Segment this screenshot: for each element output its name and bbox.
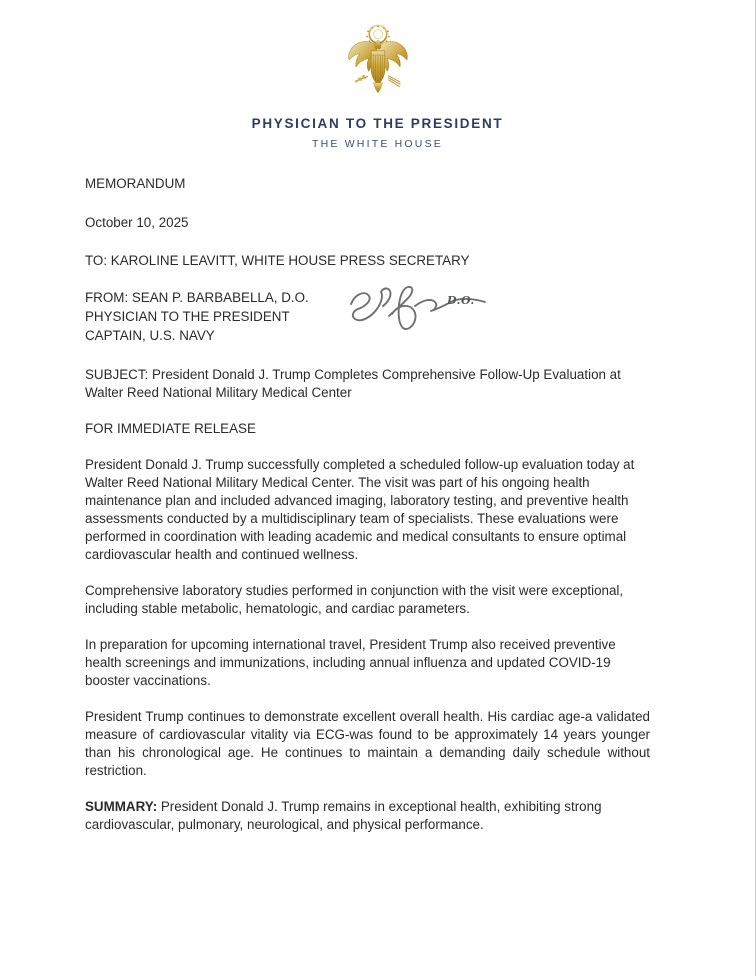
great-seal-eagle-icon — [340, 22, 416, 98]
memo-release-notice: FOR IMMEDIATE RELEASE — [85, 421, 256, 437]
memo-from-line: FROM: SEAN P. BARBABELLA, D.O. — [85, 290, 309, 306]
letterhead — [0, 0, 755, 151]
memo-to-line: TO: KAROLINE LEAVITT, WHITE HOUSE PRESS SECRETARY — [85, 253, 470, 269]
letterhead-title: PHYSICIAN TO THE PRESIDENT — [251, 116, 504, 131]
body-paragraph-3: In preparation for upcoming international travel, President Trump also received preventive health screenings and immunizations, including annual influenza and updated COVID-19 booster vaccinations. — [85, 637, 616, 689]
summary-paragraph — [85, 798, 650, 834]
memo-from-block — [85, 288, 650, 345]
summary-label: SUMMARY: — [85, 799, 158, 815]
body-paragraph-4: President Trump continues to demonstrate excellent overall health. His cardiac age-a validated measure of cardiovascular vitality via ECG-was found to be approximately 14 years younger than his chronological age. He continues to maintain a demanding daily schedule without restriction. — [85, 709, 650, 779]
memo-from-role: PHYSICIAN TO THE PRESIDENT — [85, 309, 290, 325]
memorandum-label: MEMORANDUM — [85, 176, 186, 191]
body-paragraph-1: President Donald J. Trump successfully completed a scheduled follow-up evaluation today at Walter Reed National Military Medical Center. The visit was part of his ongoing health maintenance plan and included advanced imaging, laboratory testing, and preventive health assessments conducted by a multidisciplinary team of specialists. These evaluations were performed in coordination with leading academic and medical consultants to ensure optimal cardiovascular health and continued wellness. — [85, 456, 635, 563]
body-paragraph-2: Comprehensive laboratory studies performed in conjunction with the visit were exceptional, including stable metabolic, hematologic, and cardiac parameters. — [85, 583, 624, 617]
memo-content — [85, 175, 650, 834]
signature-credential: D.O. — [447, 294, 475, 308]
memo-date: October 10, 2025 — [85, 214, 189, 230]
summary-text: President Donald J. Trump remains in exceptional health, exhibiting strong cardiovascular, pulmonary, neurological, and physical performance. — [85, 799, 602, 833]
memo-from-rank: CAPTAIN, U.S. NAVY — [85, 328, 215, 344]
letterhead-subtitle: THE WHITE HOUSE — [311, 138, 443, 151]
memo-subject: SUBJECT: President Donald J. Trump Completes Comprehensive Follow-Up Evaluation at Walter Reed National Military Medical Center — [85, 367, 621, 401]
